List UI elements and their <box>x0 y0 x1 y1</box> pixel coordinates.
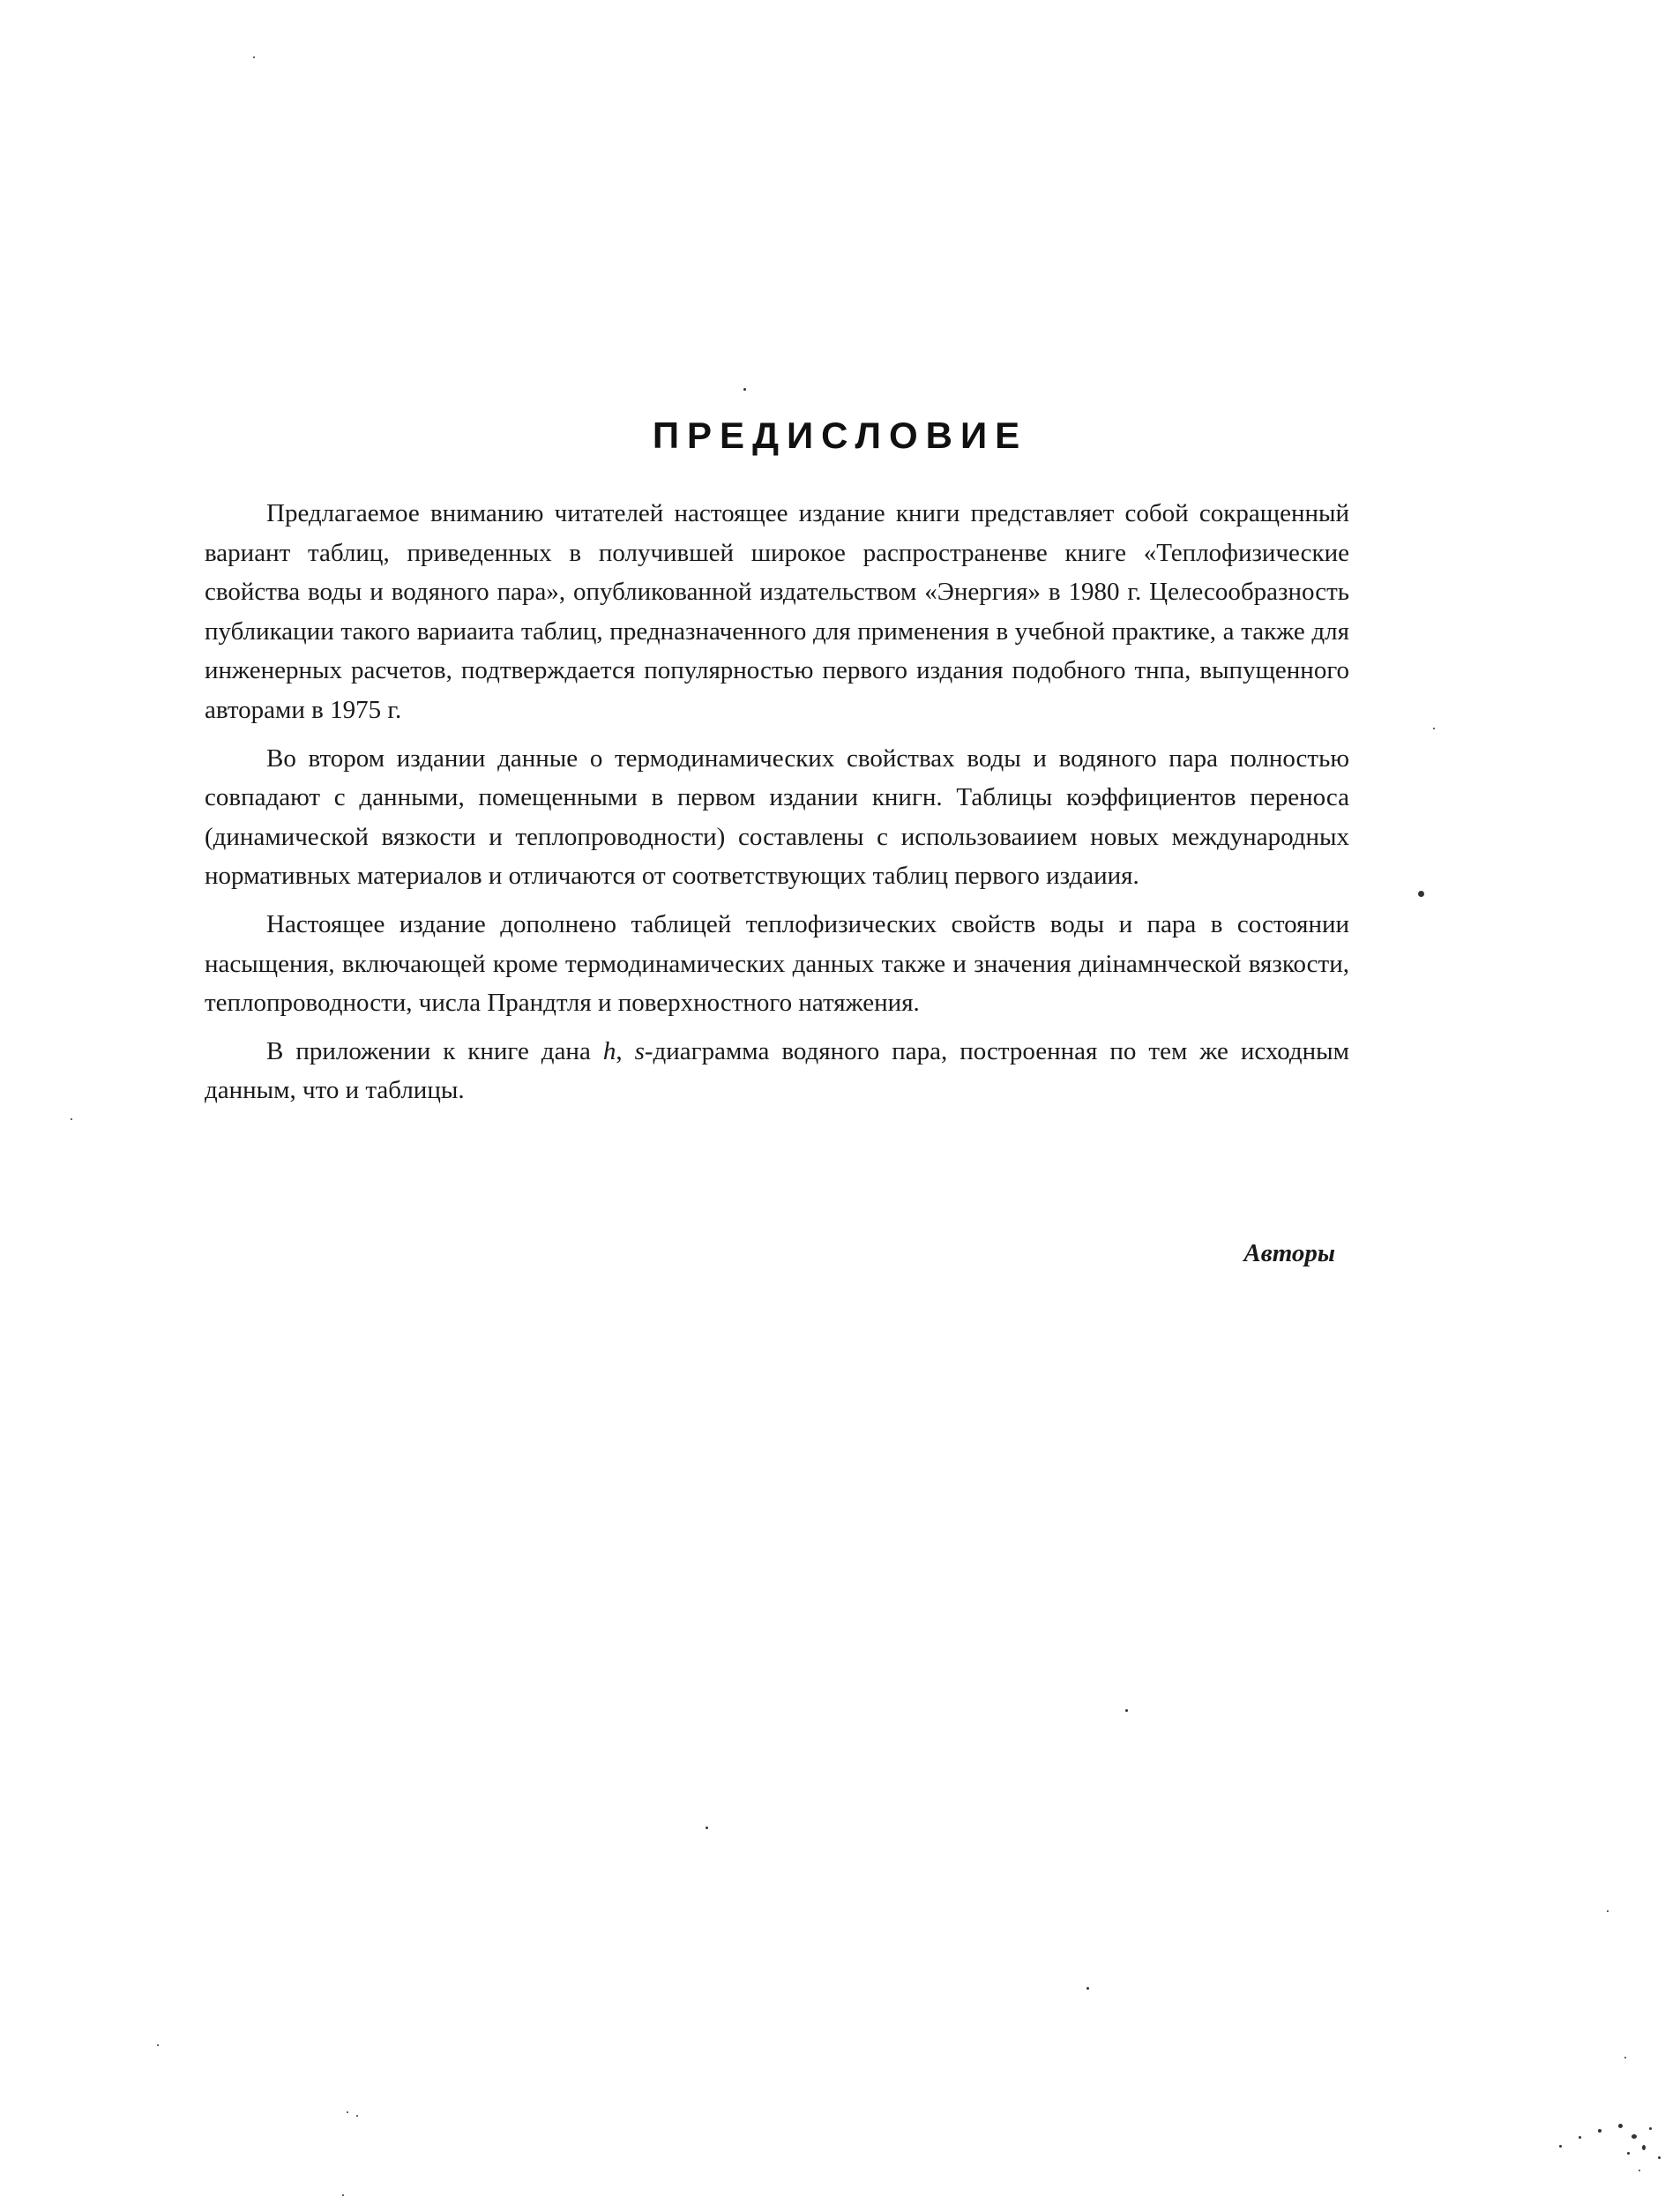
scan-speck <box>1639 2170 1640 2171</box>
scan-speck <box>1086 1987 1089 1990</box>
scan-speck <box>743 388 746 391</box>
scan-speck <box>1579 2136 1581 2139</box>
paragraph-1 <box>205 494 1349 730</box>
scan-speck <box>342 2194 344 2196</box>
scan-speck <box>71 1118 72 1120</box>
scan-speck <box>157 2044 159 2046</box>
scan-speck <box>1559 2145 1562 2148</box>
paragraph-2 <box>205 739 1349 896</box>
scan-speck <box>706 1827 708 1829</box>
paragraph-2-text: Во втором издании данные о термодинамических свойствах воды и водяного пара полностью совпадают с данными, помещенными в первом издании книгн. Таблицы коэффициентов переноса (динамической вязкости и теплопроводности) составлены с использоваиием новых международных нормативных материалов и отличаются от соответствующих таблиц первого издаиия. <box>205 743 1349 891</box>
page-title: ПРЕДИСЛОВИЕ <box>652 415 1028 456</box>
preface-body <box>205 494 1349 1119</box>
scan-speck <box>1125 1709 1128 1712</box>
paragraph-1-text: Предлагаемое вниманию читателей настоящее издание книги представляет собой сокращенный вариант таблиц, приведенных в получившей широкое распространенве книге «Теплофизические свойства воды и водяного пара», опубликованной издательством «Энергия» в 1980 г. Целесообразность публикации такого вариаита таблиц, предназначенного для применения в учебной практике, а также для инженерных расчетов, подтверждается популярностью первого издания подобного тнпа, выпущенного авторами в 1975 г. <box>205 499 1349 724</box>
paragraph-4 <box>205 1032 1349 1110</box>
paragraph-4-text-start: В приложении к книге дана <box>266 1036 603 1065</box>
symbol-s: s <box>634 1036 645 1065</box>
scan-speck <box>1607 1910 1609 1912</box>
signature: Авторы <box>1243 1239 1335 1267</box>
scan-speck <box>1598 2129 1602 2133</box>
scan-speck <box>1631 2134 1637 2139</box>
scan-speck <box>1642 2145 1646 2150</box>
scan-speck <box>1658 2156 1661 2159</box>
paragraph-3-text: Настоящее издание дополнено таблицей теплофизических свойств воды и пара в состоянии насыщения, включающей кроме термодинамических данных также и значения диiнамнческой вязкости, теплопроводности, числа Прандтля и поверхностного натяжения. <box>205 909 1349 1018</box>
paragraph-4-text-end: -диаграмма водяного пара, построенная по тем же исходным данным, что и таблицы. <box>205 1036 1349 1105</box>
symbol-h: h <box>602 1036 616 1065</box>
scan-speck <box>1433 728 1435 729</box>
scan-speck <box>347 2111 348 2113</box>
paragraph-3 <box>205 905 1349 1023</box>
scan-speck <box>1624 2057 1626 2058</box>
scan-speck <box>1618 2124 1623 2128</box>
scan-speck <box>253 56 255 58</box>
scan-speck <box>1627 2152 1630 2155</box>
scan-speck <box>1649 2127 1652 2130</box>
scan-speck <box>1418 891 1424 897</box>
scan-speck <box>356 2115 358 2117</box>
paragraph-4-comma: , <box>616 1036 635 1065</box>
